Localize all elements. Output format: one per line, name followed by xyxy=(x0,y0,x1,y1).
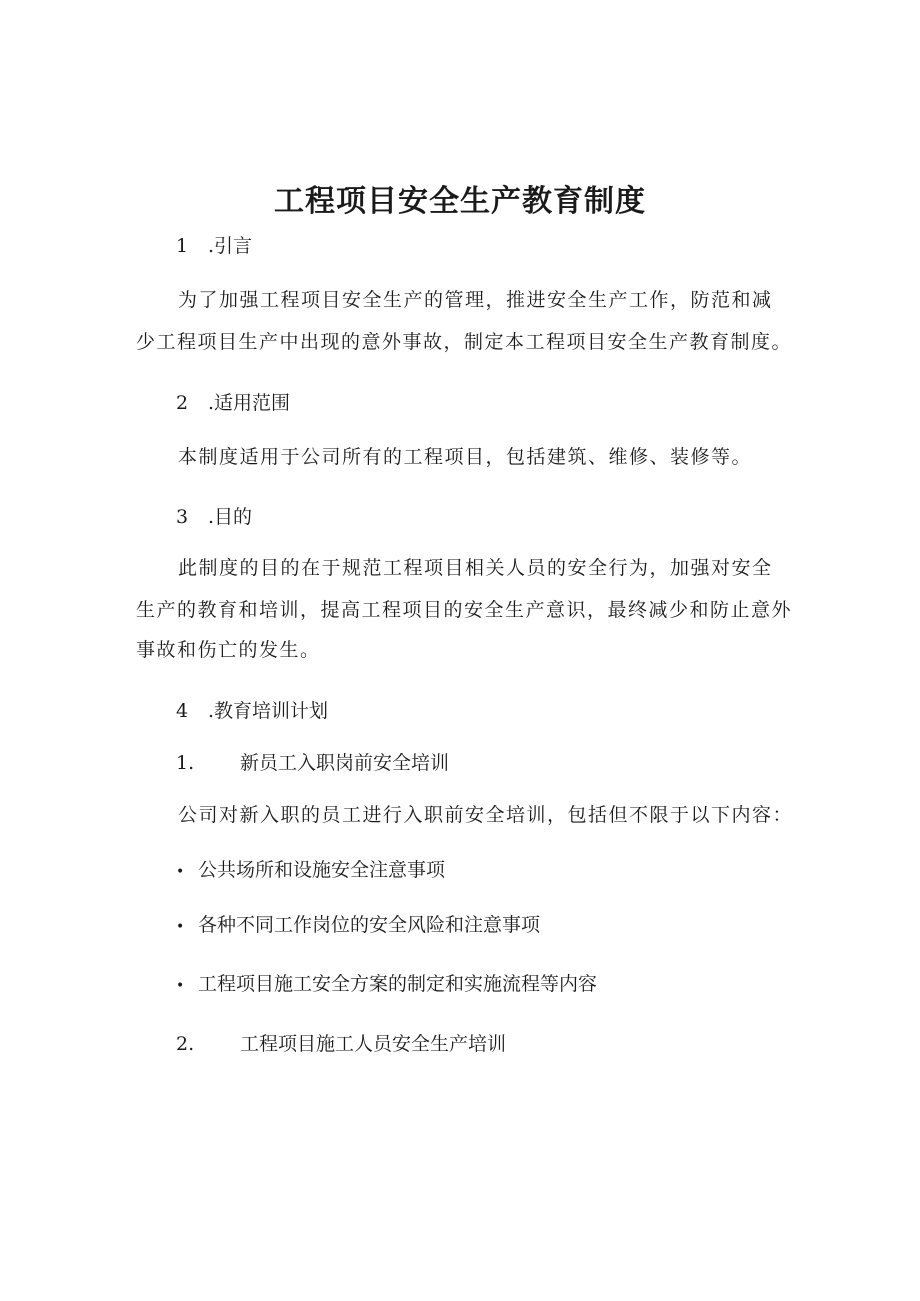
subsection-heading-construction-staff-training xyxy=(176,1030,506,1058)
bullet-icon: • xyxy=(176,919,185,935)
section-number: 2 xyxy=(176,392,189,414)
section-heading-scope xyxy=(176,389,290,417)
bullet-icon: • xyxy=(176,978,185,994)
list-item xyxy=(176,856,445,886)
paragraph-line: 为了加强工程项目安全生产的管理，推进安全生产工作，防范和减 xyxy=(178,289,773,311)
paragraph-line: 公司对新入职的员工进行入职前安全培训，包括但不限于以下内容： xyxy=(178,804,794,826)
paragraph-line: 本制度适用于公司所有的工程项目，包括建筑、维修、装修等。 xyxy=(178,446,753,468)
list-item xyxy=(176,970,597,1000)
subsection-title: 工程项目施工人员安全生产培训 xyxy=(240,1033,507,1055)
section-number: 1 xyxy=(176,235,189,257)
list-item-text: 各种不同工作岗位的安全风险和注意事项 xyxy=(198,914,541,936)
paragraph-line: 此制度的目的在于规范工程项目相关人员的安全行为，加强对安全 xyxy=(178,557,773,579)
section-number: 4 xyxy=(176,700,189,722)
section-title: .目的 xyxy=(208,506,253,528)
paragraph-line: 少工程项目生产中出现的意外事故，制定本工程项目安全生产教育制度。 xyxy=(136,331,793,353)
section-heading-introduction xyxy=(176,232,252,260)
section-title: .适用范围 xyxy=(208,392,291,414)
paragraph-line: 事故和伤亡的发生。 xyxy=(136,639,321,661)
list-item-text: 工程项目施工安全方案的制定和实施流程等内容 xyxy=(198,973,598,995)
paragraph-line: 生产的教育和培训，提高工程项目的安全生产意识，最终减少和防止意外 xyxy=(136,599,793,621)
subsection-heading-new-employee-training xyxy=(176,749,449,777)
list-item-text: 公共场所和设施安全注意事项 xyxy=(198,859,446,881)
subsection-title: 新员工入职岗前安全培训 xyxy=(240,752,450,774)
list-item xyxy=(176,911,540,941)
subsection-number: 2. xyxy=(176,1033,195,1055)
section-heading-training-plan xyxy=(176,697,328,725)
subsection-number: 1. xyxy=(176,752,195,774)
bullet-icon: • xyxy=(176,864,185,880)
section-title: .引言 xyxy=(208,235,253,257)
document-title: 工程项目安全生产教育制度 xyxy=(274,184,646,219)
section-heading-purpose xyxy=(176,503,252,531)
section-number: 3 xyxy=(176,506,189,528)
section-title: .教育培训计划 xyxy=(208,700,329,722)
